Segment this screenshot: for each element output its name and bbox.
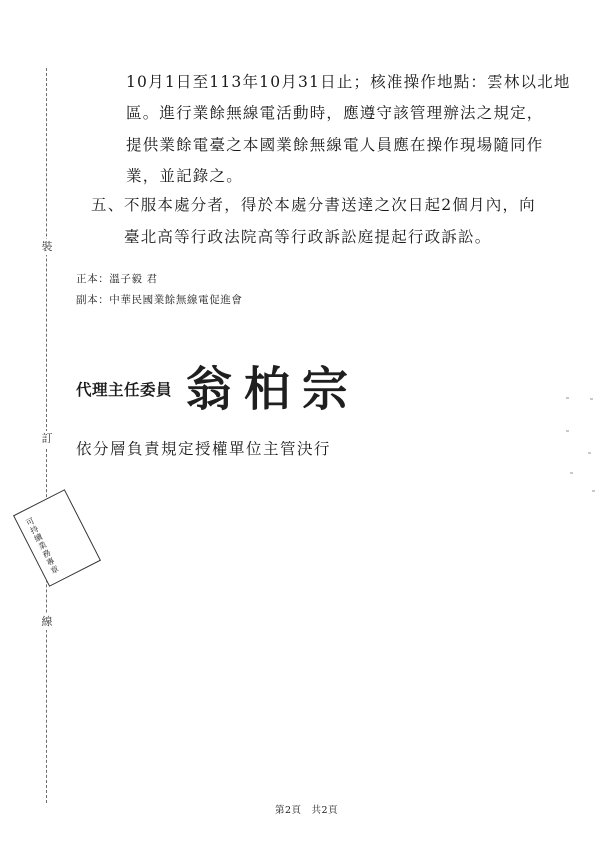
signatory-title: 代理主任委員 [76, 381, 173, 399]
stamp-text: 可持續業務專章 [24, 515, 61, 577]
paragraph-line: 10月1日至113年10月31日止；核准操作地點：雲林以北地 [126, 73, 571, 91]
page-total: 共2頁 [311, 805, 339, 816]
copy-recipient: 副本：中華民國業餘無線電促進會 [76, 294, 243, 306]
signatory-name-seal: 翁柏宗 [186, 361, 360, 417]
binding-mark-ding: 訂 [39, 431, 55, 447]
scan-speck [566, 397, 569, 399]
scan-speck [592, 490, 595, 492]
item-number: 五、 [91, 196, 125, 214]
binding-mark-xian: 線 [39, 614, 55, 630]
scan-speck [566, 430, 569, 432]
item-5-line: 不服本處分者，得於本處分書送達之次日起2個月內，向 [124, 196, 536, 214]
item-5-line: 臺北高等行政法院高等行政訴訟庭提起行政訴訟。 [124, 228, 492, 246]
scan-speck [588, 452, 591, 454]
paragraph-line: 業，並記錄之。 [126, 167, 243, 185]
page-number: 第2頁 [274, 805, 302, 816]
paragraph-line: 區。進行業餘無線電活動時，應遵守該管理辦法之規定， [126, 104, 544, 122]
binding-mark-zhuang: 裝 [39, 239, 55, 255]
scan-speck [590, 398, 593, 400]
seal-stamp [13, 489, 101, 587]
delegation-note: 依分層負責規定授權單位主管決行 [76, 440, 332, 458]
page-footer [0, 802, 613, 816]
paragraph-line: 提供業餘電臺之本國業餘無線電人員應在操作現場隨同作 [126, 136, 544, 154]
scan-speck [570, 472, 573, 474]
main-recipient: 正本：溫子毅 君 [76, 273, 158, 285]
